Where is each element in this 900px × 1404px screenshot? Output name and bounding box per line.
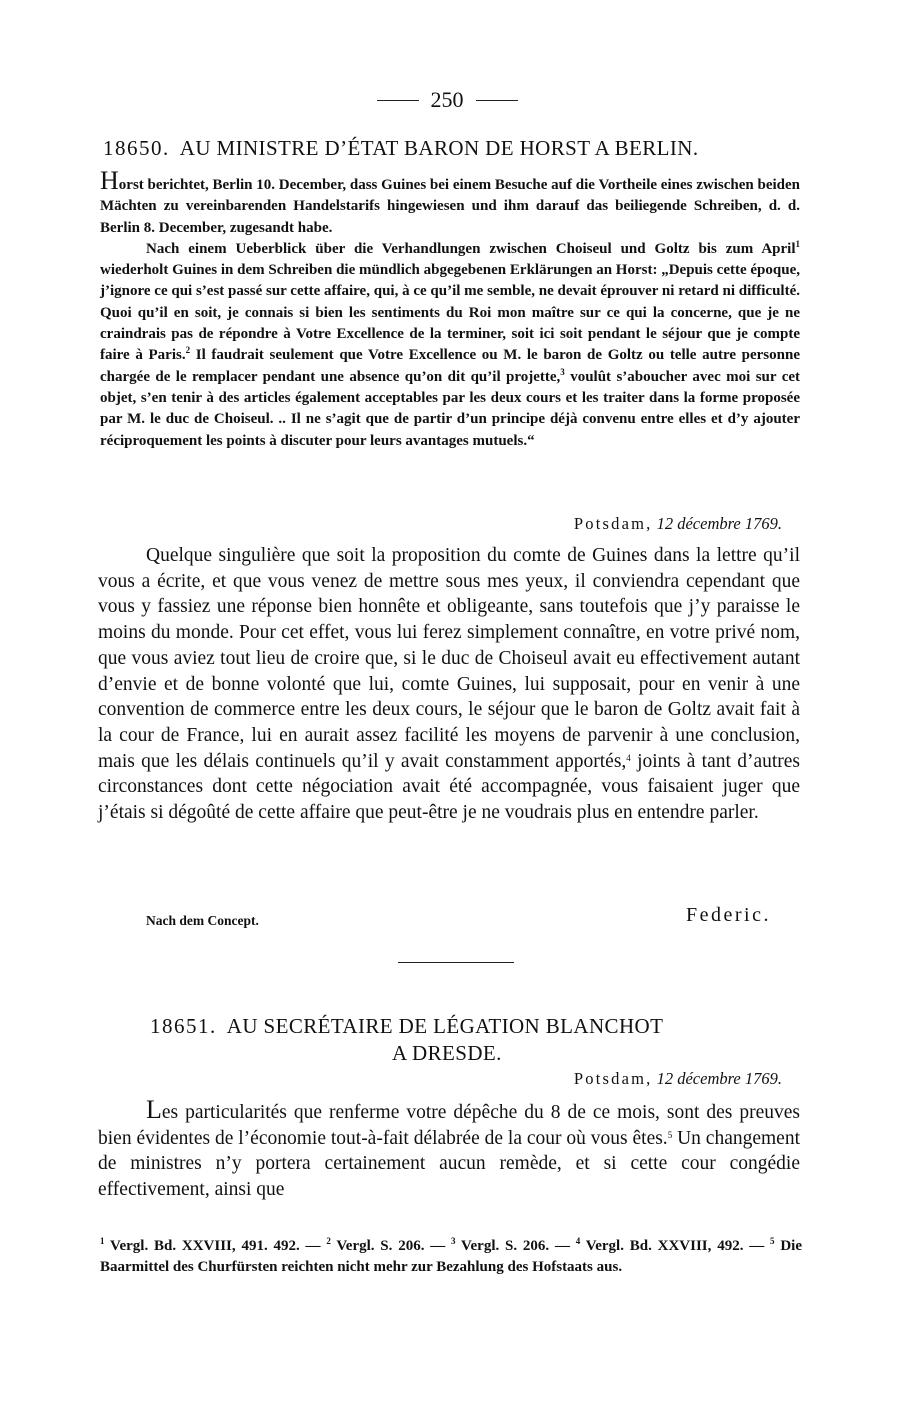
footnote-5-mark: 5 — [770, 1236, 775, 1246]
page-number-line — [372, 86, 522, 114]
letter-2-body-paragraph — [98, 1097, 800, 1203]
letter-1-date: 12 décembre 1769. — [656, 514, 782, 533]
letter-2-number: 18651. — [150, 1014, 217, 1038]
footnote-ref-2: 2 — [185, 345, 191, 356]
footnote-3-mark: 3 — [451, 1236, 456, 1246]
footnote-4-mark: 4 — [575, 1236, 581, 1246]
footnote-ref-1: 1 — [795, 238, 800, 249]
letter-1-summary — [100, 166, 800, 452]
footnote-ref-5: 5 — [667, 1129, 673, 1140]
summary-paragraph-2 — [100, 239, 800, 452]
letter-2-dateline — [574, 1069, 782, 1089]
footnote-ref-4: 4 — [626, 752, 631, 763]
footnote-2: Vergl. S. 206. — — [330, 1238, 452, 1254]
letter-1-place: Potsdam, — [573, 514, 653, 533]
footnotes — [100, 1236, 802, 1278]
letter-2-title-line-1: AU SECRÉTAIRE DE LÉGATION BLANCHOT — [226, 1014, 664, 1038]
footnote-4: Vergl. Bd. XXVIII, 492. — — [580, 1238, 771, 1254]
summary-paragraph-1 — [100, 166, 800, 239]
letter-1-title: AU MINISTRE D’ÉTAT BARON DE HORST A BERLIN. — [179, 136, 699, 160]
letter-1-body — [98, 543, 800, 826]
letter-2-body-text-b: Un changement de ministres n’y portera certainement aucun remède, et si cette cour congédie effectivement, ainsi que — [98, 1127, 800, 1201]
page-number-dash-right — [476, 100, 518, 101]
summary-text-2a: Nach einem Ueberblick über die Verhandlungen zwischen Choiseul und Goltz bis zum April — [146, 240, 796, 257]
letter-1-dateline — [574, 514, 782, 534]
footnote-3: Vergl. S. 206. — — [455, 1238, 576, 1254]
letter-2-place: Potsdam, — [573, 1069, 653, 1088]
letter-1-number: 18650. — [103, 136, 170, 160]
letter-2-body-text-a: es particularités que renferme votre dépêche du 8 de ce mois, sont des preuves bien évidentes de l’économie tout-à-fait délabrée de la cour où vous êtes. — [98, 1102, 800, 1149]
letter-2-heading — [150, 1014, 790, 1039]
page-number-dash-left — [377, 100, 419, 101]
summary-text-2c: Il faudrait seulement que Votre Excellence ou M. le baron de Goltz ou telle autre personne chargée de le remplacer pendant une absence qu’on dit qu’il projette, — [100, 347, 800, 385]
letter-2-dropcap: L — [146, 1095, 162, 1124]
letter-1-body-text-b: joints à tant d’autres circonstances dont cette négociation avait été accompagnée, vous faisaient juger que j’étais si dégoûté de cette affaire que peut-être je ne voudrais plus en entendre parler. — [98, 750, 801, 824]
letter-1-body-paragraph — [98, 543, 800, 826]
footnote-2-mark: 2 — [326, 1236, 331, 1246]
summary-text-2d: voulût s’aboucher avec moi sur cet objet, s’en tenir à des articles également acceptables par les deux cours et les traiter dans la forme proposée par M. le duc de Choiseul. .. Il ne s’agit que de partir d’un principe déjà convenu entre elles et d’y ajouter réciproquement les points à discuter pour leurs avantages mutuels.“ — [100, 368, 800, 449]
letter-2-date: 12 décembre 1769. — [656, 1069, 782, 1088]
footnote-5: Die Baarmittel des Churfürsten reichten nicht mehr zur Bezahlung des Hofstaats aus. — [100, 1238, 802, 1275]
page-number: 250 — [430, 87, 464, 112]
footnotes-text — [100, 1236, 802, 1278]
letter-2-heading-line-2 — [392, 1041, 692, 1066]
letter-2-body — [98, 1097, 800, 1203]
summary-text-2b: wiederholt Guines in dem Schreiben die mündlich abgegebenen Erklärungen an Horst: „Depuis cette époque, j’ignore ce qui s’est passé sur cette affaire, qui, à ce qu’il me semble, ne devait éprouver ni retard ni difficulté. Quoi qu’il en soit, je connais si bien les sentiments du Roi mon maître sur ce qui la concerne, que je ne craindrais pas de répondre à Votre Excellence de la terminer, soit ici soit pendant le séjour que je compte faire à Paris. — [100, 262, 800, 364]
letter-1-heading — [103, 136, 803, 161]
summary-dropcap: H — [100, 166, 119, 195]
letter-1-body-text-a: Quelque singulière que soit la proposition du comte de Guines dans la lettre qu’il vous a écrite, et que vous venez de mettre sous mes yeux, il conviendra cependant que vous y fassiez une réponse bien honnête et obligeante, sans toutefois que j’y paraisse le moins du monde. Pour cet effet, vous lui ferez simplement connaître, en votre privé nom, que vous aviez tout lieu de croire que, si le duc de Choiseul avait eu effectivement autant d’envie et de bonne volonté que lui, comte Guines, lui supposait, pour en venir à une convention de commerce entre les deux cours, le séjour que le baron de Goltz avait fait à la cour de France, lui en aurait assez facilité les moyens de parvenir à une conclusion, mais que les délais continuels qu’il y avait constamment apportés, — [98, 545, 800, 772]
footnote-ref-3: 3 — [560, 366, 565, 377]
letter-1-signature: Federic. — [686, 904, 771, 926]
footnote-1-mark: 1 — [100, 1236, 105, 1246]
letter-2-title-line-2: A DRESDE. — [392, 1041, 502, 1065]
summary-text-1: orst berichtet, Berlin 10. December, dass Guines bei einem Besuche auf die Vortheile eines zwischen beiden Mächten zu vereinbarenden Handelstarifs hingewiesen und ihm darauf das beiliegende Schreiben, d. d. Berlin 8. December, zugesandt habe. — [100, 177, 800, 236]
section-divider — [398, 962, 514, 963]
footnote-1: Vergl. Bd. XXVIII, 491. 492. — — [104, 1238, 327, 1254]
letter-1-source: Nach dem Concept. — [146, 913, 259, 928]
